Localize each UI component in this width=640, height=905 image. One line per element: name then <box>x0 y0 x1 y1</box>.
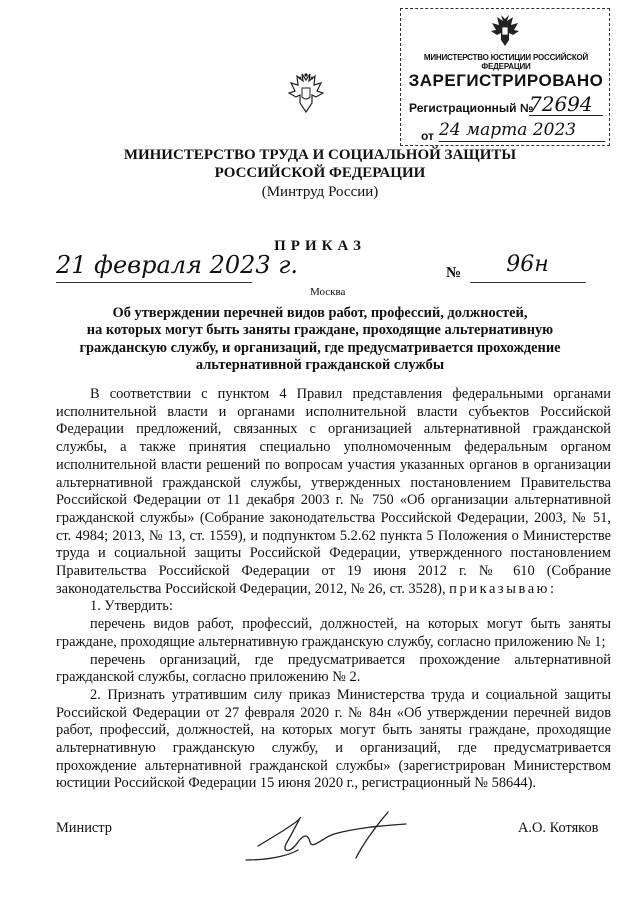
heading-line: гражданскую службу, и организаций, где предусматривается прохождение <box>79 339 561 356</box>
item-2-paragraph: 2. Признать утратившим силу приказ Министерства труда и социальной защиты Российской Федерации от 27 февраля 2020 г. № 84н «Об утверждении перечней видов работ, профессий, должностей, на которых могут быть заняты граждане, проходящие альтернативную гражданскую службу, и организаций, где предусматривается прохождение альтернативной гражданской службы» (зарегистрирован Министерством юстиции Российской Федерации 15 июня 2020 г., регистрационный № 58644). <box>56 686 611 792</box>
heading-line: альтернативной гражданской службы <box>195 357 445 374</box>
preamble-paragraph <box>56 386 611 598</box>
stamp-date-label: от <box>421 129 434 143</box>
order-word: приказываю: <box>449 580 557 597</box>
ministry-line-1: МИНИСТЕРСТВО ТРУДА И СОЦИАЛЬНОЙ ЗАЩИТЫ <box>123 147 517 163</box>
document-heading <box>60 305 580 375</box>
order-number: 96н <box>506 252 549 277</box>
stamp-registered: ЗАРЕГИСТРИРОВАНО <box>408 71 604 90</box>
coat-of-arms-icon <box>288 72 324 116</box>
order-place: Москва <box>310 286 346 298</box>
order-date-underline <box>56 282 252 283</box>
handwritten-signature <box>238 804 428 874</box>
item-1-paragraph: 1. Утвердить: <box>90 598 173 615</box>
ministry-line-2: РОССИЙСКОЙ ФЕДЕРАЦИИ <box>214 165 426 181</box>
eagle-emblem-icon <box>489 13 521 49</box>
preamble-text: В соответствии с пунктом 4 Правил представления федеральными органами исполнительной власти и органами исполнительной власти субъектов Российской Федерации предложений, связанных с организацией альтернативной гражданской службы, а также принятия специально уполномоченным федеральным органом исполнительной власти решений по вопросам участия указанных органов в организации альтернативной гражданской службы, утвержденных постановлением Правительства Российской Федерации от 11 декабря 2003 г. № 750 «Об организации альтернативной гражданской службы» (Собрание законодательства Российской Федерации, 2003, № 51, ст. 4984; 2013, № 13, ст. 1559), и подпунктом 5.2.62 пункта 5 Положения о Министерстве труда и социальной защиты Российской Федерации, утвержденного постановлением Правительства Российской Федерации от 19 июня 2012 г. № 610 (Собрание законодательства Российской Федерации, 2012, № 26, ст. 3528), <box>56 386 611 597</box>
order-date: 21 февраля 2023 г. <box>56 251 299 279</box>
ministry-name <box>0 146 640 182</box>
stamp-ministry: МИНИСТЕРСТВО ЮСТИЦИИ РОССИЙСКОЙ ФЕДЕРАЦИИ <box>423 53 589 71</box>
stamp-regnum-value: 72694 <box>529 93 603 116</box>
registration-stamp <box>400 8 610 146</box>
order-title: ПРИКАЗ <box>274 238 366 254</box>
stamp-regnum-label: Регистрационный № <box>409 101 534 115</box>
heading-line: на которых могут быть заняты граждане, проходящие альтернативную <box>86 322 554 339</box>
order-number-underline <box>470 282 586 283</box>
signatory-name: А.О. Котяков <box>518 820 599 836</box>
list-2-paragraph: перечень организаций, где предусматривается прохождение альтернативной гражданской службы, согласно приложению № 2. <box>56 651 611 686</box>
ministry-short-name: (Минтруд России) <box>261 184 379 200</box>
stamp-date-value: 24 марта 2023 <box>439 119 605 142</box>
list-1-paragraph: перечень видов работ, профессий, должностей, на которых могут быть заняты граждане, проходящие альтернативную гражданскую службу, согласно приложению № 1; <box>56 616 611 650</box>
signatory-title: Министр <box>56 820 112 836</box>
document-body <box>56 386 611 793</box>
order-number-label: № <box>446 265 462 281</box>
heading-line: Об утверждении перечней видов работ, профессий, должностей, <box>112 305 528 321</box>
